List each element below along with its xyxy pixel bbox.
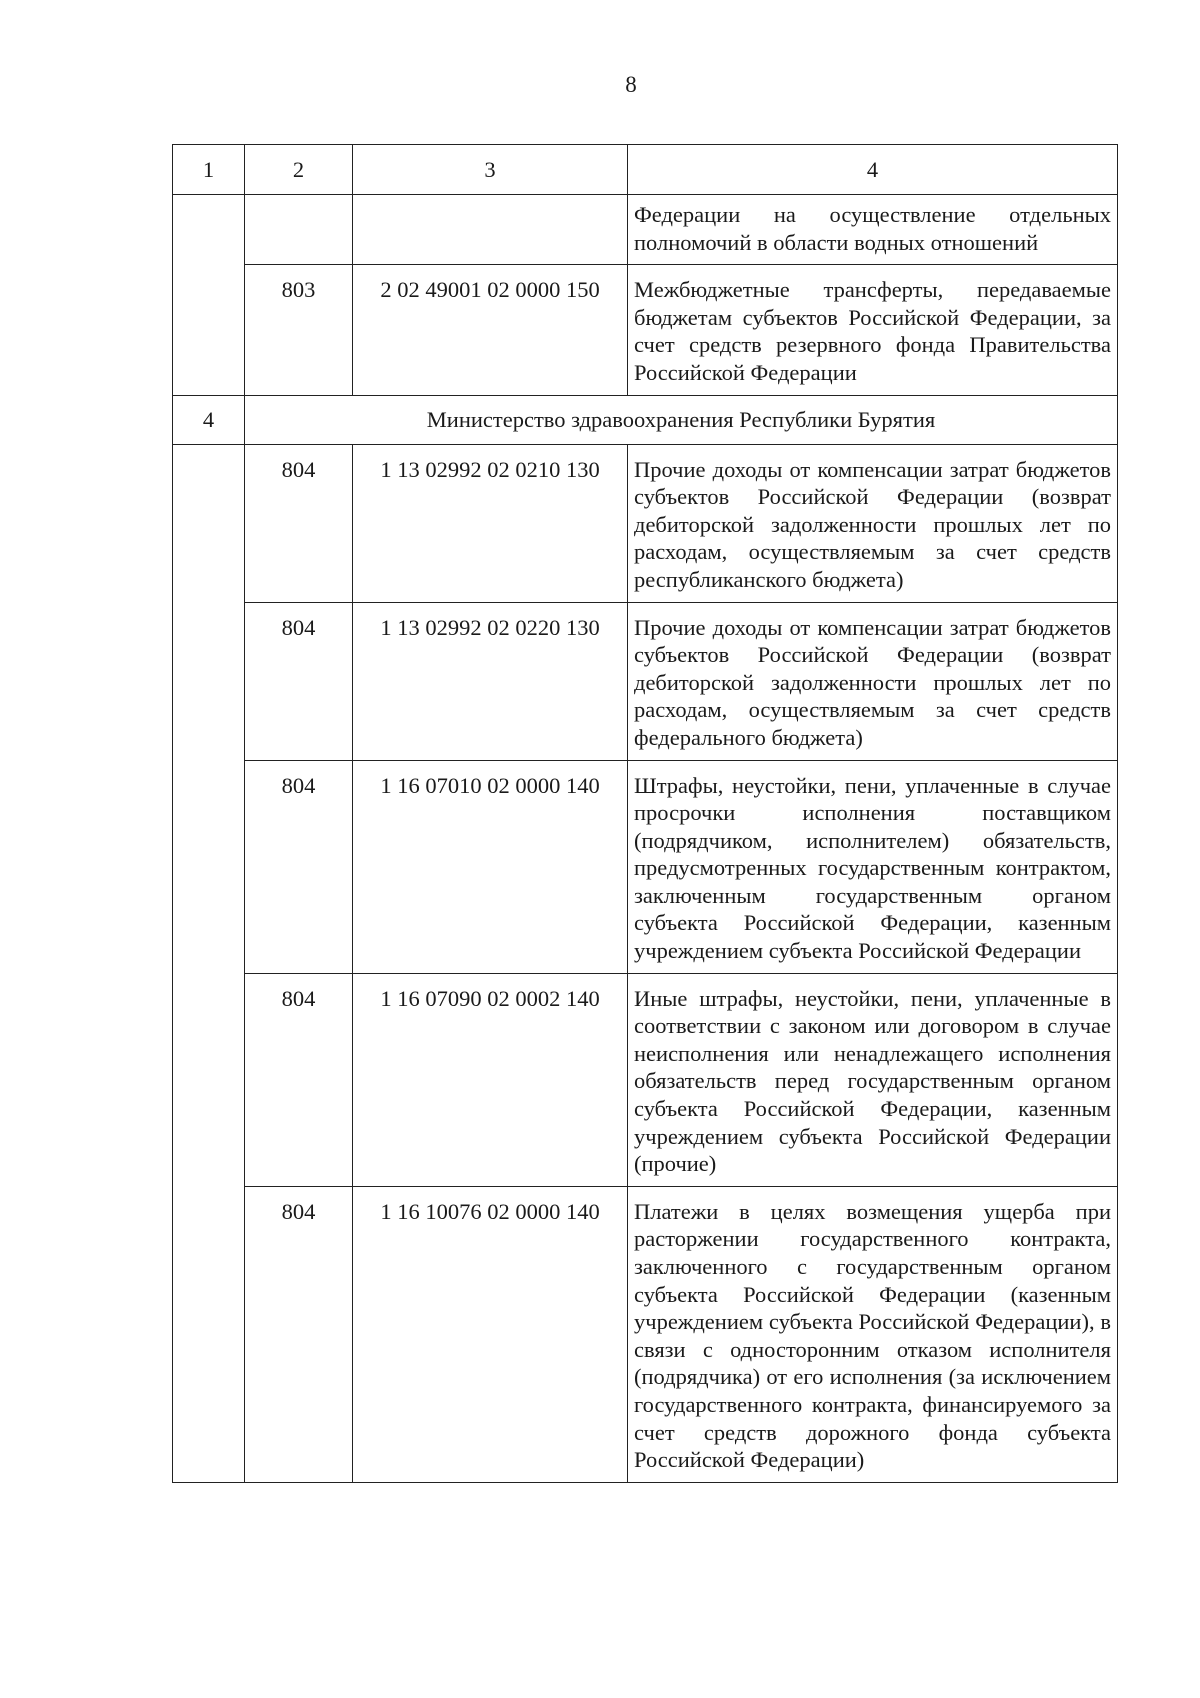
row-number-cell (173, 444, 245, 1482)
table-row (173, 602, 1118, 760)
description-cell: Межбюджетные трансферты, передаваемые бюджетам субъектов Российской Федерации, за счет средств резервного фонда Правительства Российской Федерации (628, 265, 1118, 395)
column-header: 2 (245, 145, 353, 195)
revenue-code-cell: 1 13 02992 02 0210 130 (353, 444, 628, 602)
table-row (173, 973, 1118, 1186)
description-cell: Платежи в целях возмещения ущерба при расторжении государственного контракта, заключенного с государственным органом субъекта Российской Федерации (казенным учреждением субъекта Российской Федерации), в связи с односторонним отказом исполнителя (подрядчика) от его исполнения (за исключением государственного контракта, финансируемого за счет средств дорожного фонда субъекта Российской Федерации) (628, 1186, 1118, 1482)
admin-code-cell: 804 (245, 973, 353, 1186)
table-row (173, 265, 1118, 395)
revenue-codes-table (172, 144, 1118, 1483)
admin-code-cell: 804 (245, 602, 353, 760)
column-header: 4 (628, 145, 1118, 195)
table-row (173, 195, 1118, 265)
revenue-code-cell: 1 16 07010 02 0000 140 (353, 760, 628, 973)
description-cell: Прочие доходы от компенсации затрат бюджетов субъектов Российской Федерации (возврат дебиторской задолженности прошлых лет по расходам, осуществляемым за счет средств республиканского бюджета) (628, 444, 1118, 602)
section-number: 4 (173, 395, 245, 444)
revenue-code-cell (353, 195, 628, 265)
column-header: 3 (353, 145, 628, 195)
row-number-cell (173, 195, 245, 396)
description-cell: Прочие доходы от компенсации затрат бюджетов субъектов Российской Федерации (возврат дебиторской задолженности прошлых лет по расходам, осуществляемым за счет средств федерального бюджета) (628, 602, 1118, 760)
table-row (173, 1186, 1118, 1482)
revenue-code-cell: 1 13 02992 02 0220 130 (353, 602, 628, 760)
revenue-code-cell: 1 16 10076 02 0000 140 (353, 1186, 628, 1482)
table-row (173, 444, 1118, 602)
admin-code-cell: 804 (245, 760, 353, 973)
table-row (173, 760, 1118, 973)
admin-code-cell: 804 (245, 444, 353, 602)
description-cell: Федерации на осуществление отдельных полномочий в области водных отношений (628, 195, 1118, 265)
section-row (173, 395, 1118, 444)
admin-code-cell: 804 (245, 1186, 353, 1482)
description-cell: Иные штрафы, неустойки, пени, уплаченные в соответствии с законом или договором в случае неисполнения или ненадлежащего исполнения обязательств перед государственным органом субъекта Российской Федерации, казенным учреждением субъекта Российской Федерации (прочие) (628, 973, 1118, 1186)
admin-code-cell (245, 195, 353, 265)
revenue-code-cell: 2 02 49001 02 0000 150 (353, 265, 628, 395)
table-header-row (173, 145, 1118, 195)
revenue-code-cell: 1 16 07090 02 0002 140 (353, 973, 628, 1186)
column-header: 1 (173, 145, 245, 195)
admin-code-cell: 803 (245, 265, 353, 395)
page-number: 8 (625, 72, 637, 97)
description-cell: Штрафы, неустойки, пени, уплаченные в случае просрочки исполнения поставщиком (подрядчиком, исполнителем) обязательств, предусмотренных государственным контрактом, заключенным государственным органом субъекта Российской Федерации, казенным учреждением субъекта Российской Федерации (628, 760, 1118, 973)
section-title: Министерство здравоохранения Республики Бурятия (245, 395, 1118, 444)
